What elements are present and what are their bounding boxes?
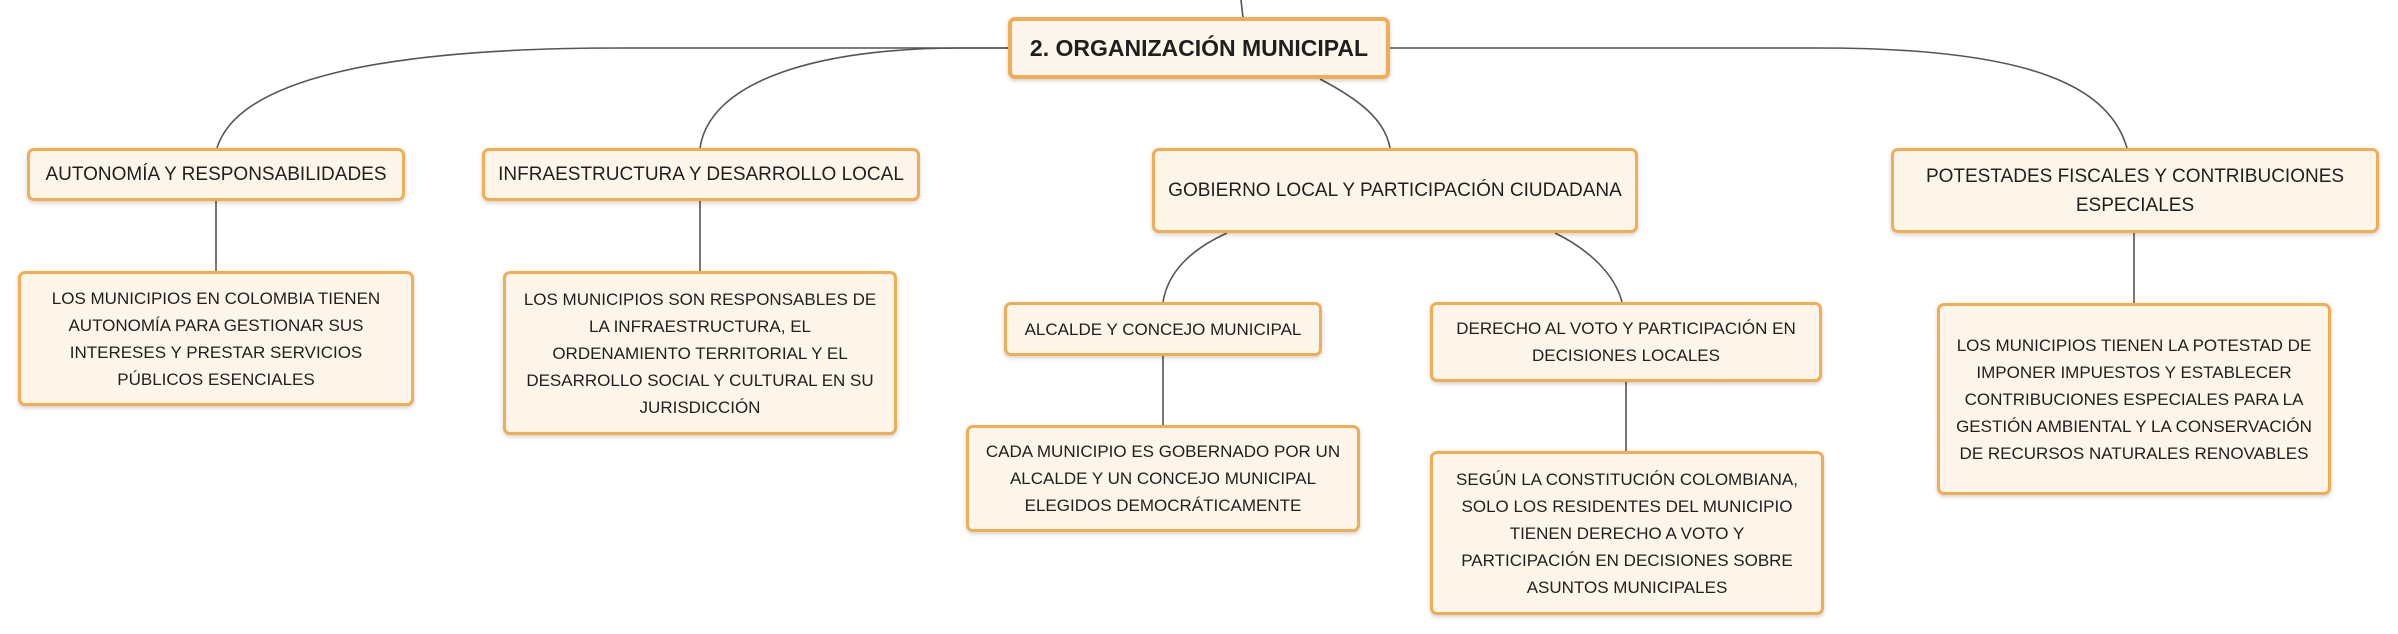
subtopic-alcalde-label: ALCALDE Y CONCEJO MUNICIPAL bbox=[1024, 319, 1302, 339]
subtopic-alcalde[interactable] bbox=[1004, 302, 1322, 356]
topic-infraestructura-label: INFRAESTRUCTURA Y DESARROLLO LOCAL bbox=[498, 164, 904, 185]
detail-infraestructura[interactable] bbox=[503, 271, 897, 435]
detail-infraestructura-text: LOS MUNICIPIOS SON RESPONSABLES DE LA INFRAESTRUCTURA, EL ORDENAMIENTO TERRITORIAL Y EL DESARROLLO SOCIAL Y CULTURAL EN SU JURISDICCIÓN bbox=[523, 289, 877, 417]
connector-root-gobierno bbox=[1320, 79, 1390, 148]
topic-infraestructura[interactable] bbox=[482, 148, 920, 201]
topic-potestades-label: POTESTADES FISCALES Y CONTRIBUCIONES ESPECIALES bbox=[1925, 165, 2345, 216]
topic-gobierno[interactable] bbox=[1152, 148, 1638, 233]
connector-gobierno-derecho bbox=[1555, 233, 1622, 302]
connector-parent-root bbox=[1241, 0, 1243, 18]
subtopic-derecho-voto[interactable] bbox=[1430, 302, 1822, 382]
detail-derecho-voto[interactable] bbox=[1430, 451, 1824, 615]
detail-potestades-text: LOS MUNICIPIOS TIENEN LA POTESTAD DE IMPONER IMPUESTOS Y ESTABLECER CONTRIBUCIONES ESPECIALES PARA LA GESTIÓN AMBIENTAL Y LA CONSERVACIÓN DE RECURSOS NATURALES RENOVABLES bbox=[1956, 335, 2312, 463]
root-label: 2. ORGANIZACIÓN MUNICIPAL bbox=[1029, 34, 1369, 61]
connector-gobierno-alcalde bbox=[1163, 233, 1227, 302]
topic-potestades[interactable] bbox=[1891, 148, 2379, 233]
detail-autonomia-text: LOS MUNICIPIOS EN COLOMBIA TIENEN AUTONOMÍA PARA GESTIONAR SUS INTERESES Y PRESTAR SERVICIOS PÚBLICOS ESENCIALES bbox=[51, 288, 381, 389]
root-node[interactable] bbox=[1008, 17, 1390, 79]
detail-alcalde-text: CADA MUNICIPIO ES GOBERNADO POR UN ALCALDE Y UN CONCEJO MUNICIPAL ELEGIDOS DEMOCRÁTICAMENTE bbox=[985, 442, 1341, 515]
topic-autonomia-label: AUTONOMÍA Y RESPONSABILIDADES bbox=[45, 164, 387, 185]
detail-potestades[interactable] bbox=[1937, 303, 2331, 495]
connector-root-autonomia bbox=[217, 48, 1010, 148]
detail-autonomia[interactable] bbox=[18, 271, 414, 406]
topic-autonomia[interactable] bbox=[27, 148, 405, 201]
connector-root-potestades bbox=[1386, 48, 2127, 148]
topic-gobierno-label: GOBIERNO LOCAL Y PARTICIPACIÓN CIUDADANA bbox=[1168, 180, 1622, 201]
subtopic-derecho-voto-label: DERECHO AL VOTO Y PARTICIPACIÓN EN DECISIONES LOCALES bbox=[1456, 319, 1796, 365]
detail-alcalde[interactable] bbox=[966, 425, 1360, 532]
detail-derecho-voto-text: SEGÚN LA CONSTITUCIÓN COLOMBIANA, SOLO LOS RESIDENTES DEL MUNICIPIO TIENEN DERECHO A VOTO Y PARTICIPACIÓN EN DECISIONES SOBRE ASUNTOS MUNICIPALES bbox=[1456, 469, 1798, 597]
connector-root-infraestructura bbox=[700, 48, 1010, 148]
